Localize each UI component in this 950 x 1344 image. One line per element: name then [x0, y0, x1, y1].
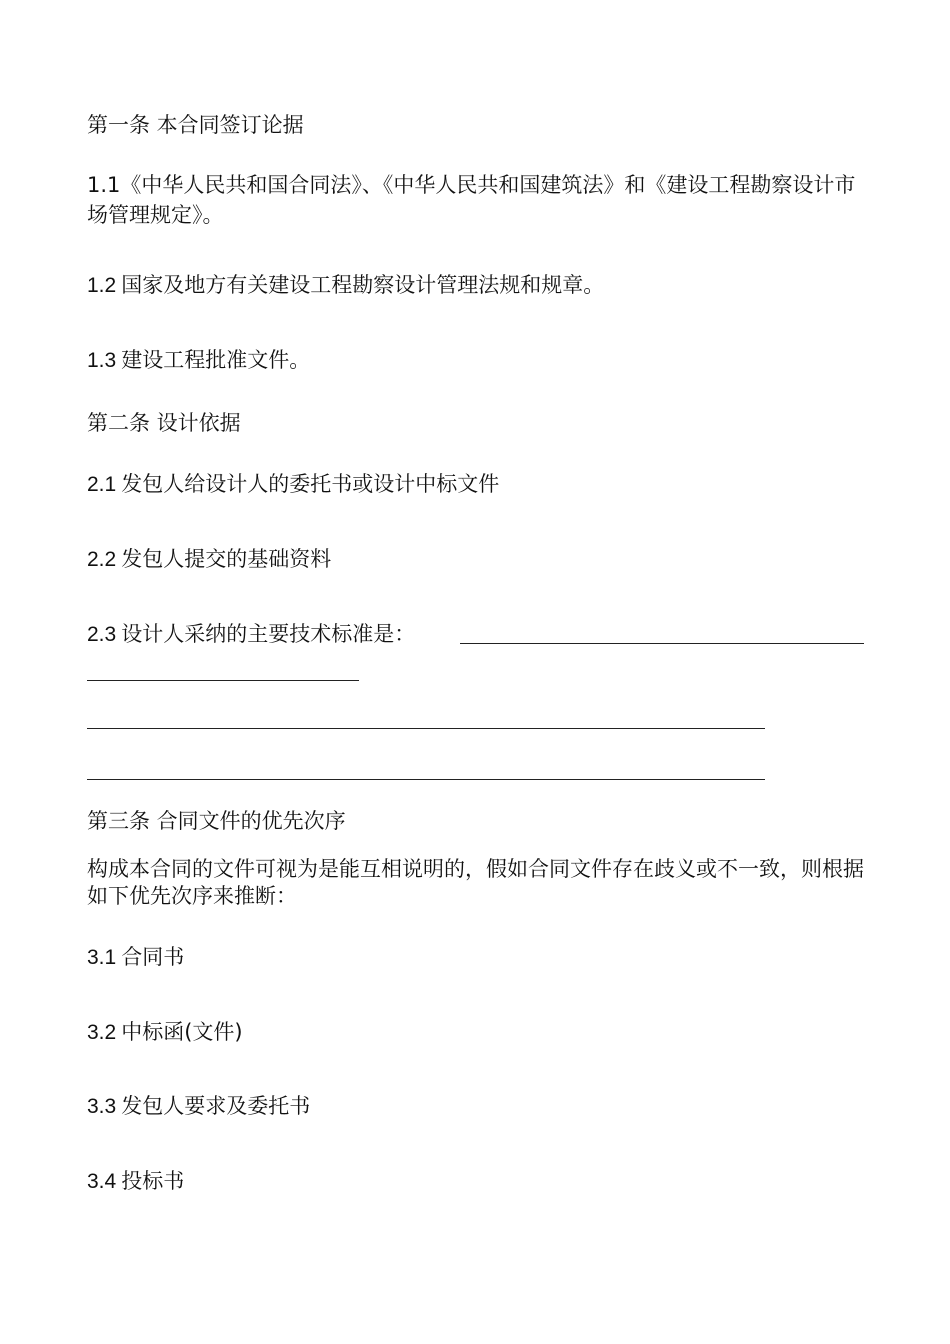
article-1-heading: 第一条 本合同签订论据	[87, 113, 304, 137]
article-1-clause-1-1: 1.1《中华人民共和国合同法》、《中华人民共和国建筑法》和《建设工程勘察设计市场管理规定》。	[87, 173, 856, 227]
article-3-clause-3-1	[87, 942, 184, 973]
clause-text: 设计人采纳的主要技术标准是：	[121, 622, 416, 646]
clause-text: 国家及地方有关建设工程勘察设计管理法规和规章。	[121, 273, 605, 297]
clause-number: 2.1	[87, 473, 117, 496]
fill-in-blank-line	[87, 728, 765, 729]
fill-in-blank-line	[460, 643, 864, 644]
clause-number: 2.3	[87, 623, 117, 646]
fill-in-blank-line	[87, 779, 765, 780]
article-1-clause-1-3	[87, 345, 310, 376]
article-2-clause-2-1	[87, 469, 499, 500]
article-3-clause-3-4	[87, 1166, 184, 1197]
article-3-heading: 第三条 合同文件的优先次序	[87, 809, 346, 833]
clause-text: 投标书	[121, 1169, 185, 1193]
clause-text: 发包人给设计人的委托书或设计中标文件	[121, 472, 500, 496]
clause-text: 建设工程批准文件。	[121, 348, 311, 372]
clause-text: 发包人要求及委托书	[121, 1094, 311, 1118]
article-2-heading: 第二条 设计依据	[87, 411, 241, 435]
article-3-clause-3-3	[87, 1091, 310, 1122]
article-3-clause-3-2	[87, 1017, 243, 1048]
clause-number: 1.2	[87, 274, 117, 297]
article-1-clause-1-2	[87, 270, 604, 301]
article-2-clause-2-3	[87, 619, 415, 650]
clause-text: 中标函(文件)	[121, 1020, 243, 1044]
clause-number: 3.4	[87, 1170, 117, 1193]
article-3-intro: 构成本合同的文件可视为是能互相说明的，假如合同文件存在歧义或不一致，则根据如下优先次序来推断：	[87, 857, 864, 908]
article-2-clause-2-2	[87, 544, 331, 575]
clause-number: 3.3	[87, 1095, 117, 1118]
clause-number: 3.1	[87, 946, 117, 969]
clause-text: 发包人提交的基础资料	[121, 547, 332, 571]
clause-number: 3.2	[87, 1021, 117, 1044]
clause-number: 1.3	[87, 349, 117, 372]
clause-text: 合同书	[121, 945, 185, 969]
fill-in-blank-line	[87, 680, 359, 681]
clause-number: 2.2	[87, 548, 117, 571]
